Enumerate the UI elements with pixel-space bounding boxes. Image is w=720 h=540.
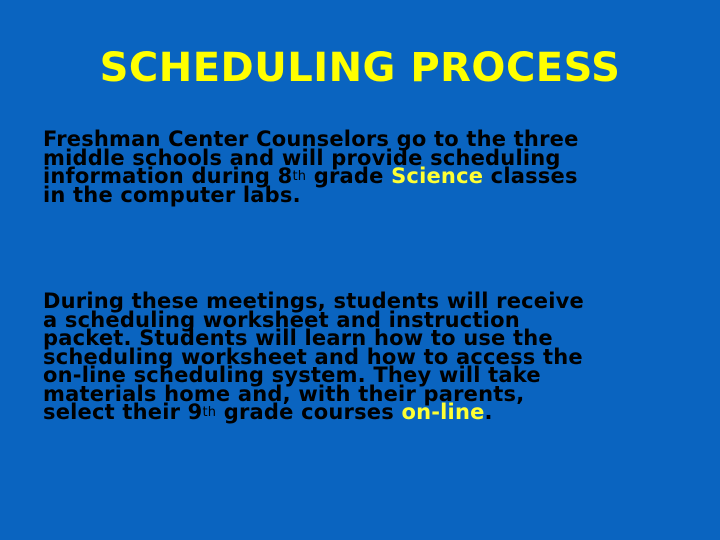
paragraph-line: packet. Students will learn how to use the xyxy=(43,326,553,350)
paragraph-line: scheduling worksheet and how to access the xyxy=(43,344,583,369)
text-run: . xyxy=(484,400,493,424)
slide-title: SCHEDULING PROCESS xyxy=(99,45,621,91)
highlight-science: Science xyxy=(391,164,484,188)
paragraph-counselor-visits xyxy=(43,127,703,207)
paragraph-line: During these meetings, students will receive xyxy=(43,289,584,313)
paragraph-line: middle schools and will provide scheduling xyxy=(43,145,561,170)
text-run: information during 8 xyxy=(43,164,293,188)
paragraph-line xyxy=(43,400,703,424)
paragraph-line: a scheduling worksheet and instruction xyxy=(43,307,520,332)
ordinal-suffix: th xyxy=(292,169,307,184)
paragraph-line: Freshman Center Counselors go to the three xyxy=(43,127,579,151)
paragraph-line: on-line scheduling system. They will take xyxy=(43,363,541,387)
text-run: grade xyxy=(306,164,392,188)
paragraph-line: materials home and, with their parents, xyxy=(43,381,525,406)
paragraph-line: in the computer labs. xyxy=(43,182,301,207)
text-run: classes xyxy=(483,164,578,188)
text-run: grade courses xyxy=(216,400,402,424)
text-run: select their 9 xyxy=(43,400,203,424)
paragraph-meetings xyxy=(43,289,703,424)
ordinal-suffix: th xyxy=(202,405,217,420)
highlight-on-line: on-line xyxy=(401,400,485,424)
